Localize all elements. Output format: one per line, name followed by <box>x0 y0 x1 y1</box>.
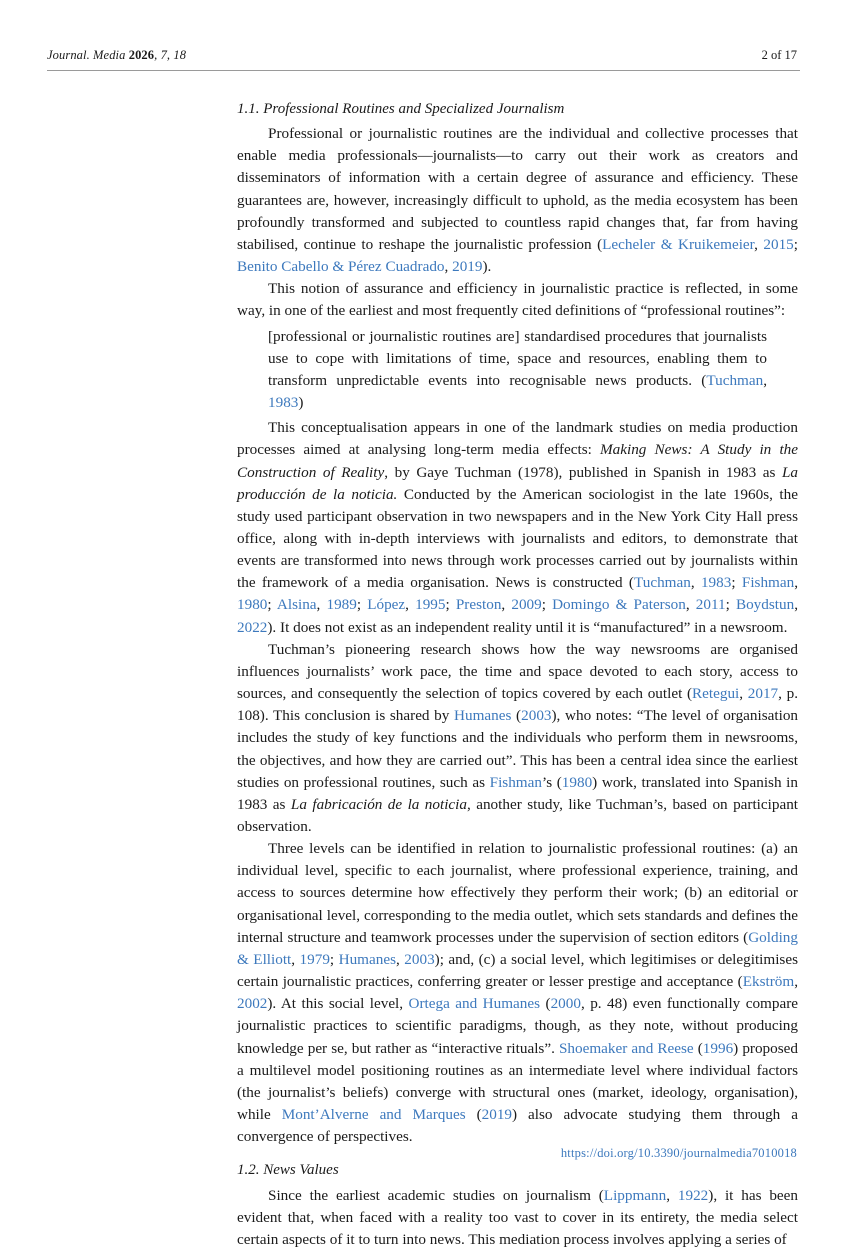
paragraph-text: ), who notes: “The level of organisation includes the study of key functions and the individuals who perform them in newsrooms, the objectives, and how they are carried out”. This has been a central idea since the earliest studies on professional routines, such as <box>237 707 799 791</box>
paragraph-text: ; <box>731 574 742 592</box>
paragraph-text: ; <box>329 950 339 968</box>
citation-link[interactable]: 1995 <box>415 596 446 614</box>
paragraph-text: ( <box>465 1106 482 1124</box>
paragraph-text: , <box>291 950 300 968</box>
paragraph-text: , <box>444 258 453 276</box>
paragraph <box>237 1185 798 1251</box>
citation-link[interactable]: Ekström <box>742 973 795 991</box>
book-title: Making News: A Study in the Construction of Reality <box>237 441 798 481</box>
citation-link[interactable]: Humanes <box>338 950 396 968</box>
paragraph <box>237 278 798 322</box>
journal-volume: , 7, 18 <box>154 48 187 62</box>
paragraph <box>237 123 798 278</box>
section-heading-news-values: 1.2. News Values <box>237 1162 339 1179</box>
citation-link[interactable]: Lippmann <box>603 1186 667 1204</box>
citation-link[interactable]: Fishman <box>489 773 542 791</box>
paragraph-text: ; <box>267 596 277 614</box>
paragraph-text: , <box>396 950 405 968</box>
article-body <box>237 98 798 1251</box>
citation-link[interactable]: 2003 <box>404 950 435 968</box>
citation-link[interactable]: López <box>367 596 406 614</box>
citation-link[interactable]: Ortega and Humanes <box>408 995 541 1013</box>
citation-link[interactable]: Tuchman <box>706 371 764 389</box>
citation-link[interactable]: Humanes <box>454 707 512 725</box>
citation-link[interactable]: 2015 <box>763 235 794 253</box>
citation-link[interactable]: Golding & Elliott <box>237 928 798 968</box>
paragraph-text: Since the earliest academic studies on journalism ( <box>268 1186 604 1204</box>
citation-link[interactable]: 2011 <box>695 596 726 614</box>
citation-link[interactable]: 1989 <box>326 596 357 614</box>
citation-link[interactable]: Retegui <box>692 685 740 703</box>
citation-link[interactable]: 1922 <box>677 1186 709 1204</box>
paragraph-text: ( <box>540 995 551 1013</box>
paragraph-text: , <box>794 973 798 991</box>
paragraph-text: , <box>501 596 512 614</box>
citation-link[interactable]: 2000 <box>550 995 581 1013</box>
citation-link[interactable]: 2002 <box>237 995 268 1013</box>
citation-link[interactable]: 1983 <box>700 574 732 592</box>
paragraph <box>237 838 798 1148</box>
journal-year: 2026 <box>128 48 155 62</box>
paragraph-text: , <box>690 574 701 592</box>
paragraph-text: ; <box>445 596 456 614</box>
paragraph-text: ( <box>511 707 522 725</box>
citation-link[interactable]: 1980 <box>561 773 593 791</box>
paragraph-text: Professional or journalistic routines are the individual and collective processes that enable media professionals—journalists—to carry out their work as creators and disseminators of information with a certain degree of assurance and efficiency. These guarantees are, however, increasingly difficult to uphold, as the media ecosystem has been profoundly transformed and subjected to countless rapid changes that, far from having stabilised, continue to reshape the journalistic profession ( <box>237 125 798 253</box>
citation-link[interactable]: 2019 <box>481 1106 513 1124</box>
paragraph <box>237 417 798 639</box>
paragraph-text: , another study, like Tuchman’s, based on participant observation. <box>237 795 799 835</box>
citation-link[interactable]: Alsina <box>276 596 317 614</box>
paragraph-text: ). At this social level, <box>267 995 409 1013</box>
citation-link[interactable]: 1996 <box>702 1039 734 1057</box>
quote-text: [professional or journalistic routines are] standardised procedures that journalists use to cope with limitations of time, space and resources, enabling them to transform unpredictable events into recognisable news products. ( <box>268 327 767 389</box>
citation-link[interactable]: 2009 <box>511 596 542 614</box>
paragraph-text: ; <box>793 235 798 253</box>
paragraph-text: This conceptualisation appears in one of the landmark studies on media production processes aimed at analysing long-term media effects: <box>237 419 798 459</box>
citation-link[interactable]: Preston <box>455 596 502 614</box>
quote-text: ) <box>298 394 304 412</box>
paragraph-text: ). <box>482 258 492 276</box>
paragraph-text: ) work, translated into Spanish in 1983 as <box>237 773 798 813</box>
paragraph-text: Three levels can be identified in relation to journalistic professional routines: (a) an individual level, specific to each journalist, where professional experience, training, and access to sources determine how effectively they perform their work; (b) an editorial or organisational level, corresponding to the media outlet, which sets standards and defines the internal structure and teamwork processes under the supervision of section editors ( <box>237 840 798 946</box>
block-quote <box>268 326 767 415</box>
paragraph-text: ; <box>541 596 553 614</box>
paragraph-text: , <box>685 596 696 614</box>
paragraph-text: ) also advocate studying them through a convergence of perspectives. <box>237 1106 798 1146</box>
paragraph-text: ; <box>356 596 368 614</box>
paragraph-text: ) proposed a multilevel model positioning routines as an intermediate level where individual factors (the journalist’s beliefs) converge with structural ones (market, ideology, organisation), while <box>237 1039 798 1124</box>
doi-link[interactable]: https://doi.org/10.3390/journalmedia7010018 <box>560 1146 797 1160</box>
paragraph-text: , p. 48) even functionally compare journalistic practices to scientific paradigms, though, as they note, without producing knowledge per se, but rather as “interactive rituals”. <box>237 995 798 1057</box>
paragraph-text: Conducted by the American sociologist in the late 1960s, the study used participant observation in two newspapers and in the New York City Hall press office, along with in-depth interviews with journalists and editors, to demonstrate that events are transformed into news through work processes carried out by journalists within the framework of a media organisation. News is constructed ( <box>237 485 798 592</box>
citation-link[interactable]: 2022 <box>237 618 268 636</box>
header-rule <box>47 70 800 71</box>
citation-link[interactable]: Boydstun <box>735 596 795 614</box>
citation-link[interactable]: 2003 <box>521 707 552 725</box>
paragraph-text: , <box>739 685 748 703</box>
paragraph-text: ; <box>725 596 736 614</box>
citation-link[interactable]: 1980 <box>237 596 268 614</box>
citation-link[interactable]: Benito Cabello & Pérez Cuadrado <box>237 258 445 276</box>
quote-text: , <box>763 371 767 389</box>
journal-header <box>47 48 186 63</box>
paragraph-text: , <box>794 574 798 592</box>
citation-link[interactable]: 2019 <box>452 258 483 276</box>
paragraph <box>237 639 798 838</box>
paragraph-text: ), it has been evident that, when faced with a reality too vast to cover in its entirety, the media select certain aspects of it to turn into news. This mediation process involves applying a series of <box>237 1186 799 1248</box>
paragraph-text: , <box>754 235 764 253</box>
citation-link[interactable]: 1979 <box>299 950 330 968</box>
citation-link[interactable]: Tuchman <box>634 574 691 592</box>
page-number: 2 of 17 <box>761 48 797 62</box>
paragraph-text: ). It does not exist as an independent reality until it is “manufactured” in a newsroom. <box>267 618 788 636</box>
journal-name: Journal. Media <box>47 48 126 62</box>
citation-link[interactable]: Shoemaker and Reese <box>558 1039 694 1057</box>
paragraph-text: , <box>316 596 327 614</box>
section-heading-professional-routines: 1.1. Professional Routines and Specialized Journalism <box>237 101 565 117</box>
citation-link[interactable]: Domingo & Paterson <box>552 596 686 614</box>
book-title: La producción de la noticia. <box>237 463 798 503</box>
paragraph-text: ); and, (c) a social level, which legitimises or delegitimises certain journalistic practices, conferring greater or lesser prestige and acceptance ( <box>237 950 798 991</box>
citation-link[interactable]: Lecheler & Kruikemeier <box>602 235 755 253</box>
citation-link[interactable]: Fishman <box>741 574 795 592</box>
book-title: La fabricación de la noticia <box>290 795 467 813</box>
paragraph-text: ( <box>693 1039 703 1057</box>
citation-link[interactable]: Mont’Alverne and Marques <box>281 1106 466 1124</box>
paragraph-text: , p. 108). This conclusion is shared by <box>237 685 799 725</box>
paragraph-text: , <box>794 596 798 614</box>
paragraph-text: ’s ( <box>541 773 562 791</box>
paragraph-text: , <box>405 596 416 614</box>
paragraph-text: , by Gaye Tuchman (1978), published in Spanish in 1983 as <box>384 463 782 481</box>
paragraph-text: This notion of assurance and efficiency in journalistic practice is reflected, in some way, in one of the earliest and most frequently cited definitions of “professional routines”: <box>237 280 798 320</box>
paragraph-text: , <box>666 1186 678 1204</box>
citation-link[interactable]: 1983 <box>268 394 299 412</box>
paragraph-text: Tuchman’s pioneering research shows how the way newsrooms are organised influences journalists’ work pace, the time and space devoted to each story, access to sources, and consequently the selection of topics covered by each outlet ( <box>237 640 798 703</box>
citation-link[interactable]: 2017 <box>747 685 779 703</box>
